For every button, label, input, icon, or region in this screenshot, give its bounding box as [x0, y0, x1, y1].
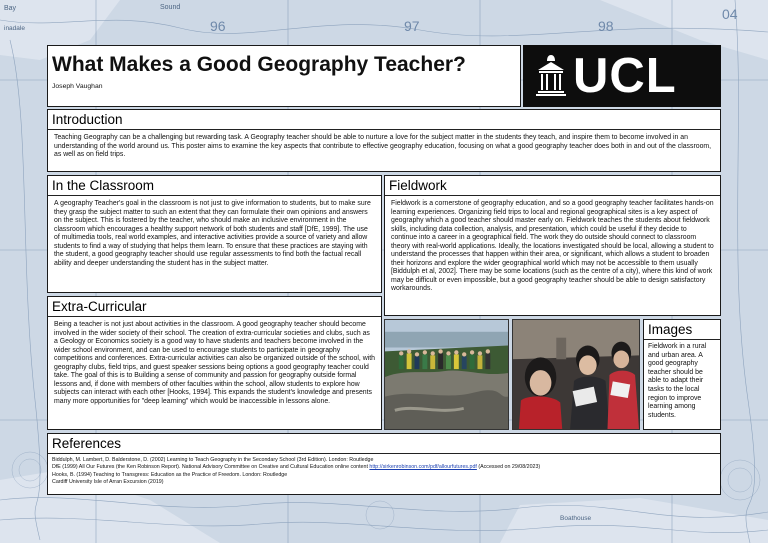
classroom-panel	[47, 175, 382, 293]
reference-item: Hooks, B. (1994) Teaching to Transgress: Education as the Practice of Freedom. London: Routledge	[52, 471, 288, 478]
classroom-heading: In the Classroom	[52, 178, 155, 193]
reference-dfe-accessed: (Accessed on 29/08/2023)	[478, 464, 541, 471]
title-panel	[47, 45, 521, 107]
introduction-heading: Introduction	[52, 112, 123, 127]
images-heading: Images	[648, 322, 693, 337]
fieldwork-heading: Fieldwork	[389, 178, 447, 193]
references-heading: References	[52, 436, 122, 451]
map-grid-number-04: 04	[722, 6, 738, 22]
map-grid-number-97: 97	[404, 18, 420, 34]
map-label-boathouse: Boathouse	[560, 515, 592, 522]
extracurricular-heading: Extra-Curricular	[52, 299, 147, 314]
rural-fieldwork-photo	[384, 319, 509, 430]
portico-icon	[533, 53, 569, 99]
reference-item	[48, 464, 720, 471]
reference-dfe-link[interactable]: http://sirkenrobinson.com/pdf/allourfutures.pdf	[369, 464, 477, 471]
introduction-panel	[47, 109, 721, 172]
poster-author: Joseph Vaughan	[52, 83, 103, 90]
fieldwork-panel	[384, 175, 721, 316]
map-grid-number-96: 96	[210, 18, 226, 34]
images-caption: Fieldwork in a rural and urban area. A good geography teacher should be able to adapt their tasks to the local region to improve learning among students.	[648, 343, 707, 419]
fieldwork-text: Fieldwork is a cornerstone of geography education, and so a good geography teacher facilitates hands-on learning experiences. Organizing field trips to local and regional geographical sites is a key aspect of geography which a good teacher should master early on. Fieldwork teaches the students about fieldwork skills, including data collection, analysis, and presentation, which could be useful if they decide to continue into a career in a geographical field. The work they do outside should connect to classroom theory with real-world applications. Ideally, the locations investigated should be local, allowing a student to understand the processes that happen within their area, or significant, which allows a student to broaden their horizons and explore the wider geographical world which may not be accessible to them usually [Biddulph et al, 2002]. There may be some locations (such as the centre of a city), where this kind of work may be difficult or even impossible, but a good geography teacher should be able to design satisfactory workarounds.	[391, 200, 714, 293]
map-grid-number-98: 98	[598, 18, 614, 34]
references-panel	[47, 433, 721, 495]
introduction-text: Teaching Geography can be a challenging but rewarding task. A Geography teacher should be able to nurture a love for the subject matter in the students they teach, and inspire them to become involved in an understanding of the world around us. This poster aims to examine the key aspects that contribute to effective geography education, focusing on what a good geography teacher does both in and out of the classroom, as well as on field trips.	[54, 134, 712, 159]
map-label-bay: Bay	[4, 5, 17, 12]
images-panel	[643, 319, 721, 430]
reference-item: Biddulph, M. Lambert, D. Balderstone, D. (2002) Learning to Teach Geography in the Secondary School (3rd Edition). London: Routledge	[52, 457, 374, 463]
poster-title: What Makes a Good Geography Teacher?	[52, 53, 466, 76]
ucl-logo-text: UCL	[573, 49, 677, 103]
classroom-text: A geography Teacher's goal in the classroom is not just to give information to students, but to make sure they grasp the subject matter to such an extent that they can formulate their own opinions and answers on the subject. This is fostered by the teacher, who should make an inclusive environment in the classroom which encourages a healthy support network of both students and staff [DfE, 1999]. The use of multimedia tools, real world examples, and interactive activities provide a source of variety and allow students to find a way of studying that helps them learn. To ensure that these practices are staying with the student, a good geography teacher should use regular assessments to find both the factual recall ability and deeper understanding the student has in the subject matter.	[54, 200, 371, 267]
map-label-sound: Sound	[160, 4, 181, 11]
map-label-inadale: inadale	[4, 25, 25, 32]
reference-item: Cardiff University Isle of Arran Excursion (2019)	[52, 479, 164, 486]
reference-dfe-text: DfE (1999) All Our Futures (the Ken Robinson Report). National Advisory Committee on Creative and Cultural Education online content	[52, 464, 368, 471]
extracurricular-panel	[47, 296, 382, 430]
urban-fieldwork-photo	[512, 319, 640, 430]
ucl-logo	[523, 45, 721, 107]
extracurricular-text: Being a teacher is not just about activities in the classroom. A good geography teacher should become involved in the wider society of their school. The creation of extra-curricular societies and clubs, such as a Geology or Economics society is a good way to have students and teachers become involved in the wider school environment, and can be used to encourage students to participate in geography competitions and conferences. Extra-curricular activities can also be organized outside of the school, with geography clubs, field trips, and guest speaker sessions being options a good geography teacher could take. The goal of this is to Building a sense of community and passion for geography outside formal lessons and, if done with members of other faculties within the school, allow students to explore how subjects can interact with each other [Hooks, 1994]. This expands the student's knowledge and presents many more opportunities for "deep learning" which would be inaccessible in lessons alone.	[54, 321, 375, 405]
